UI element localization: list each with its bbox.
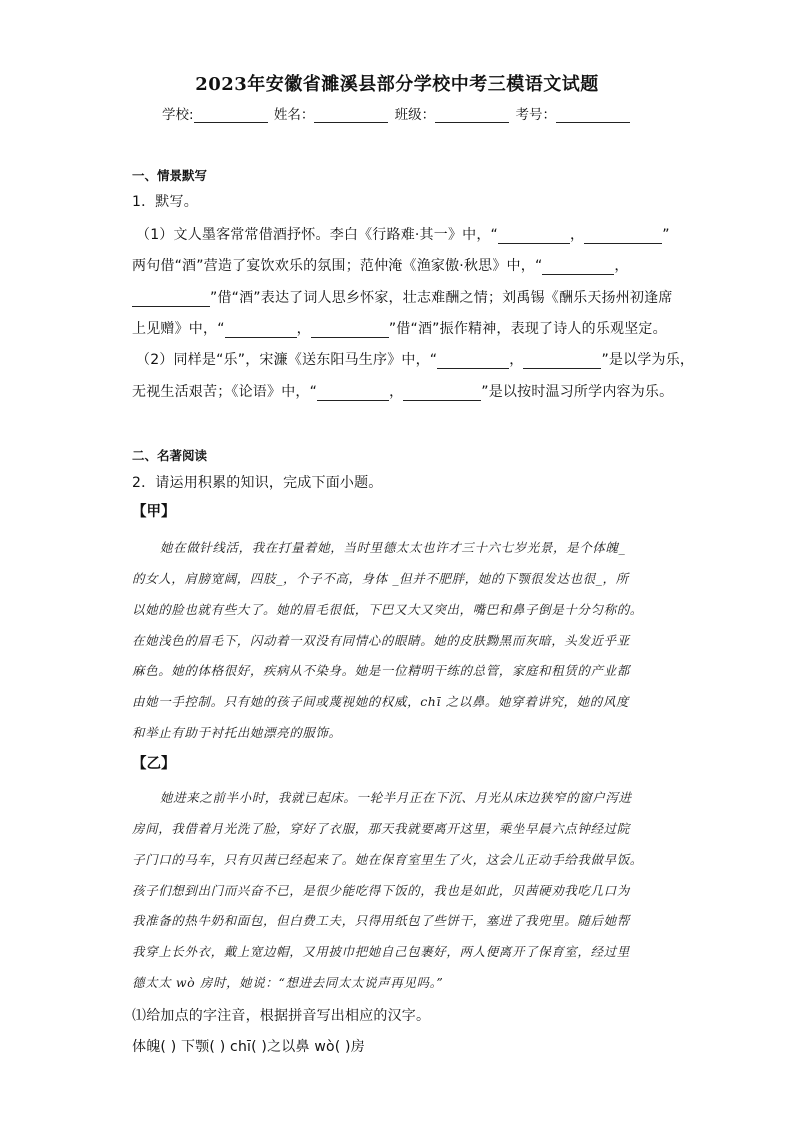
section-heading-recitation: 一、情景默写 bbox=[132, 168, 208, 183]
answer-blank[interactable] bbox=[498, 229, 570, 244]
name-blank[interactable] bbox=[314, 108, 388, 123]
class-blank[interactable] bbox=[435, 108, 509, 123]
passage-yi-line: 孩子们想到出门而兴奋不已，是很少能吃得下饭的，我也是如此，贝茜硬劝我吃几口为 bbox=[132, 883, 630, 898]
passage-yi-line: 子门口的马车，只有贝茜已经起来了。她在保育室里生了火，这会儿正动手给我做早饭。 bbox=[132, 852, 643, 867]
sub-question-1: ⑴给加点的字注音，根据拼音写出相应的汉字。 bbox=[132, 1008, 431, 1024]
recitation-line-5: （2）同样是“乐”，宋濂《送东阳马生序》中，“ ， ”是以学为乐， bbox=[136, 352, 695, 368]
recitation-line-3: ”借“酒”表达了词人思乡怀家，壮志难酬之情；刘禹锡《酬乐天扬州初逢席 bbox=[132, 287, 664, 307]
passage-jia-line: 麻色。她的体格很好，疾病从不染身。她是一位精明干练的总管，家庭和租赁的产业都 bbox=[132, 663, 630, 678]
exam-number-label: 考号： bbox=[515, 107, 556, 123]
recitation-line-6: 无视生活艰苦；《论语》中，“ ， ”是以按时温习所学内容为乐。 bbox=[132, 384, 674, 400]
page-title: 2023年安徽省濉溪县部分学校中考三模语文试题 bbox=[195, 74, 599, 95]
recitation-line-2: 两句借“酒”营造了宴饮欢乐的氛围；范仲淹《渔家傲·秋思》中，“ ， bbox=[132, 258, 629, 274]
answer-blank[interactable] bbox=[437, 354, 509, 369]
passage-jia-line: 以她的脸也就有些大了。她的眉毛很低，下巴又大又突出，嘴巴和鼻子倒是十分匀称的。 bbox=[132, 602, 643, 617]
answer-blank[interactable] bbox=[584, 229, 662, 244]
question-2-label: 2．请运用积累的知识，完成下面小题。 bbox=[132, 475, 383, 491]
passage-jia-line: 的女人，肩膀宽阔，四肢_，个子不高，身体 _但并不肥胖，她的下颚很发达也很_，所 bbox=[132, 571, 629, 586]
answer-blank[interactable] bbox=[523, 354, 601, 369]
answer-blank[interactable] bbox=[311, 323, 389, 338]
school-blank[interactable] bbox=[194, 108, 268, 123]
class-label: 班级： bbox=[394, 107, 436, 123]
passage-jia-line: 和举止有助于衬托出她漂亮的服饰。 bbox=[132, 725, 342, 740]
answer-blank[interactable] bbox=[542, 260, 614, 275]
answer-blank[interactable] bbox=[132, 292, 210, 307]
passage-yi-line: 我准备的热牛奶和面包，但白费工夫，只得用纸包了些饼干，塞进了我兜里。随后她帮 bbox=[132, 913, 630, 928]
passage-yi-line: 我穿上长外衣，戴上宽边帽，又用披巾把她自己包裹好，两人便离开了保育室，经过里 bbox=[132, 944, 630, 959]
school-label: 学校: bbox=[162, 107, 194, 123]
exam-number-blank[interactable] bbox=[556, 108, 630, 123]
recitation-line-1: （1）文人墨客常常借酒抒怀。李白《行路难·其一》中，“ ， ” bbox=[136, 227, 670, 243]
sub-question-1-fill[interactable]: 体魄( ) 下颚( ) chī( )之以鼻 wò( )房 bbox=[132, 1039, 365, 1055]
answer-blank[interactable] bbox=[317, 386, 389, 401]
passage-jia-line: 她在做针线活，我在打量着她，当时里德太太也许才三十六七岁光景，是个体魄_ bbox=[160, 540, 626, 555]
recitation-line-4: 上见赠》中，“ ， ”借“酒”振作精神，表现了诗人的乐观坚定。 bbox=[132, 321, 667, 337]
passage-yi-label: 【乙】 bbox=[132, 756, 176, 772]
answer-blank[interactable] bbox=[225, 323, 297, 338]
passage-yi-line: 房间，我借着月光洗了脸，穿好了衣服，那天我就要离开这里，乘坐早晨六点钟经过院 bbox=[132, 821, 630, 836]
question-1-label: 1．默写。 bbox=[132, 194, 198, 210]
answer-blank[interactable] bbox=[403, 386, 481, 401]
student-info-row bbox=[0, 103, 794, 123]
name-label: 姓名： bbox=[273, 107, 315, 123]
passage-yi-line: 德太太 wò 房时，她说：“想进去同太太说声再见吗。” bbox=[132, 975, 444, 990]
passage-jia-line: 在她浅色的眉毛下，闪动着一双没有同情心的眼睛。她的皮肤黝黑而灰暗，头发近乎亚 bbox=[132, 633, 630, 648]
passage-jia-label: 【甲】 bbox=[132, 504, 176, 520]
passage-yi-line: 她进来之前半小时，我就已起床。一轮半月正在下沉、月光从床边狭窄的窗户泻进 bbox=[160, 790, 632, 805]
section-heading-classics: 二、名著阅读 bbox=[132, 448, 208, 463]
passage-jia-line: 由她一手控制。只有她的孩子间或蔑视她的权威，chī 之以鼻。她穿着讲究，她的风度 bbox=[132, 694, 630, 709]
